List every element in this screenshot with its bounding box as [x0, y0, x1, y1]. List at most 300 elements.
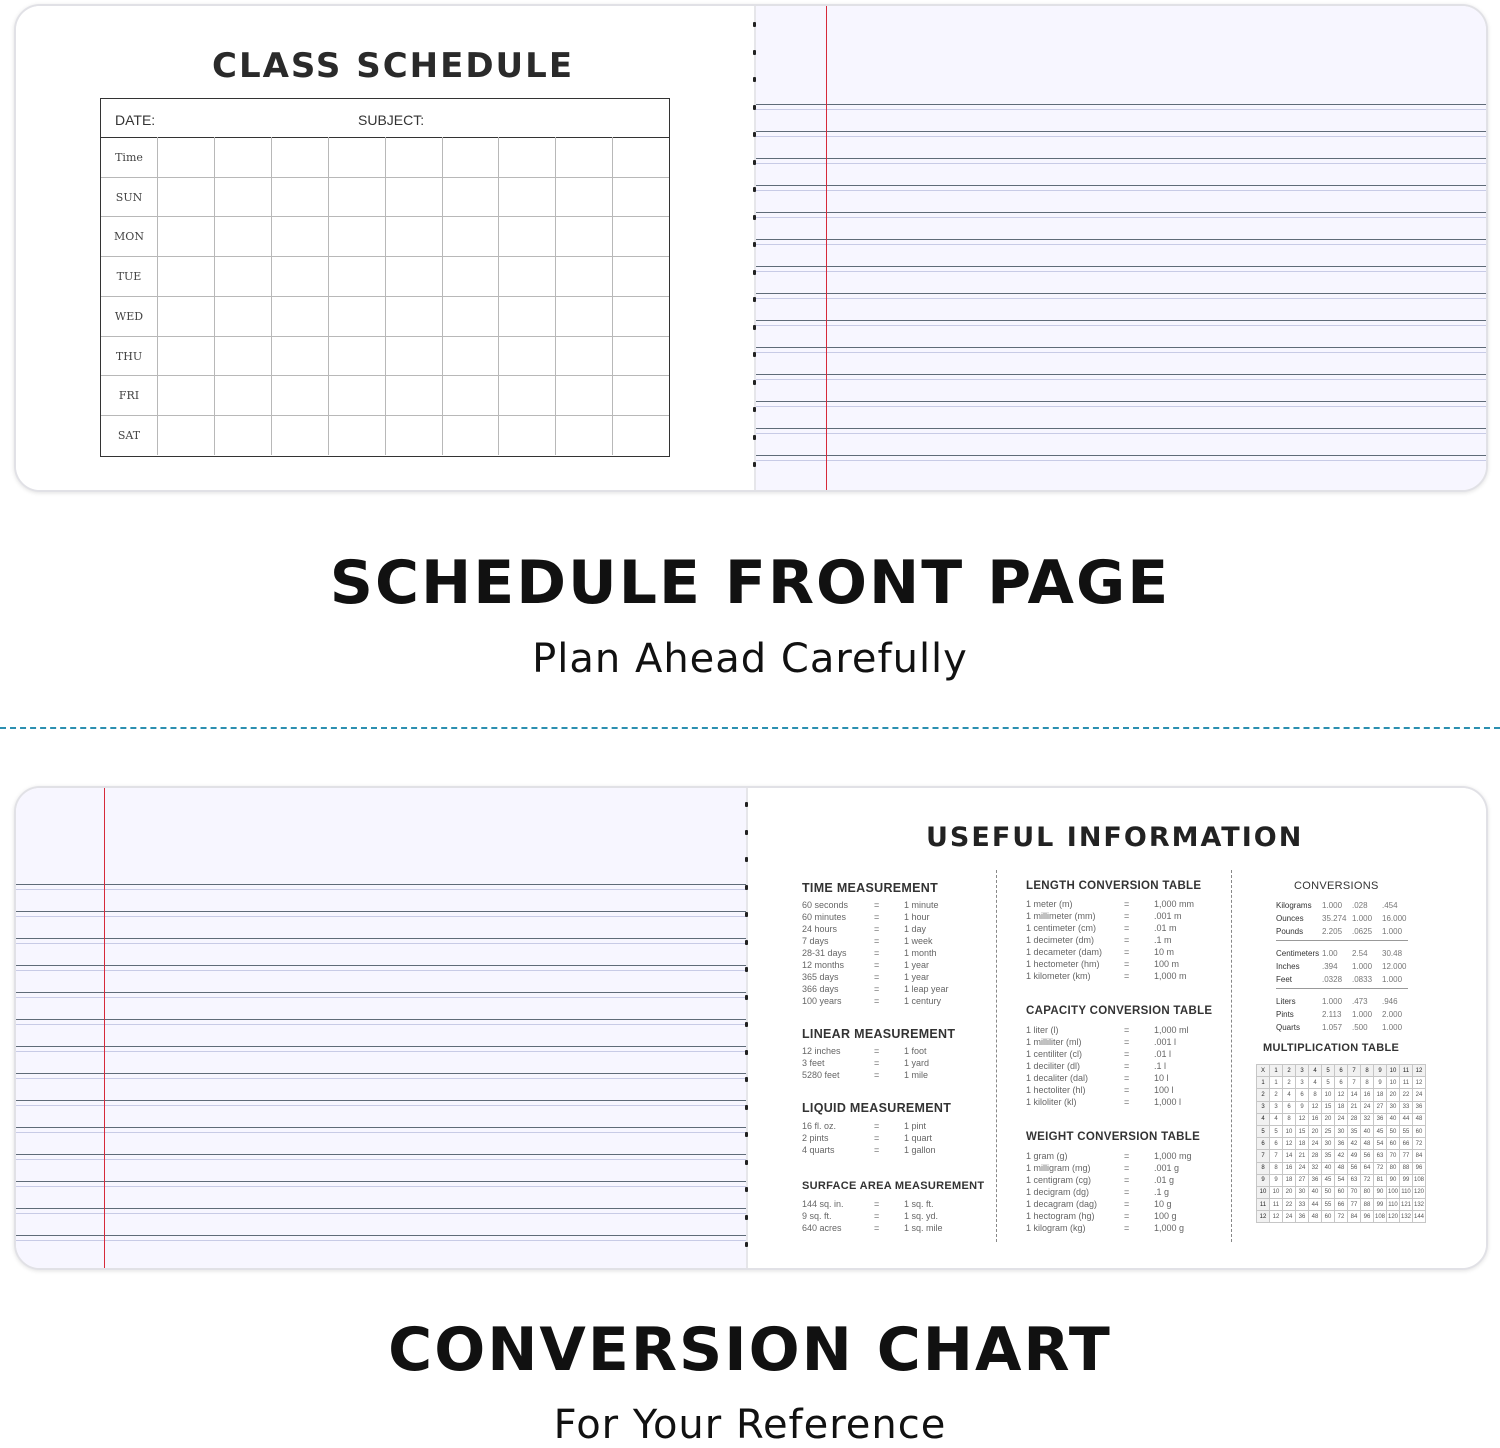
multiplication-cell: 16	[1309, 1113, 1322, 1125]
info-row	[1026, 970, 1194, 982]
info-cell: 1 week	[904, 936, 933, 946]
conversion-cell: .0833	[1352, 975, 1373, 984]
info-cell: 1 yard	[904, 1058, 930, 1068]
weight-conversion-title: WEIGHT CONVERSION TABLE	[1026, 1131, 1201, 1143]
info-cell: =	[874, 900, 880, 910]
info-row	[802, 923, 949, 935]
conversion-cell: 30.48	[1382, 949, 1403, 958]
ruled-line-shadow	[756, 433, 1486, 434]
info-cell: 640 acres	[802, 1223, 842, 1233]
info-cell: 10 g	[1154, 1199, 1172, 1209]
multiplication-cell: 5	[1322, 1077, 1335, 1089]
spiral-hole	[753, 435, 756, 440]
multiplication-cell: 6	[1257, 1138, 1270, 1150]
multiplication-cell: 56	[1348, 1162, 1361, 1174]
conversion-cell: 1.000	[1382, 1023, 1403, 1032]
conversion-cell: 16.000	[1382, 914, 1407, 923]
ruled-line-shadow	[16, 1105, 746, 1106]
conversion-row	[1276, 899, 1412, 912]
multiplication-cell: 10	[1387, 1077, 1400, 1089]
ruled-line-shadow	[16, 997, 746, 998]
info-cell: 12 months	[802, 960, 845, 970]
ruled-line-shadow	[16, 943, 746, 944]
spiral-hole	[753, 187, 756, 192]
schedule-table	[100, 98, 670, 457]
conversion-cell: Kilograms	[1276, 901, 1312, 910]
multiplication-cell: 48	[1335, 1162, 1348, 1174]
multiplication-cell: 24	[1296, 1162, 1309, 1174]
conversion-cell: 35.274	[1322, 914, 1347, 923]
info-cell: 4 quarts	[802, 1145, 835, 1155]
multiplication-cell: 11	[1400, 1065, 1413, 1077]
info-cell: .001 g	[1154, 1163, 1180, 1173]
info-cell: 1,000 m	[1154, 971, 1187, 981]
info-cell: 1 day	[904, 924, 927, 934]
multiplication-cell: 50	[1387, 1125, 1400, 1137]
info-cell: =	[1124, 947, 1130, 957]
info-cell: 1,000 mg	[1154, 1151, 1192, 1161]
grid-line	[271, 137, 272, 455]
multiplication-cell: 7	[1270, 1150, 1283, 1162]
info-row	[802, 935, 949, 947]
info-cell: 16 fl. oz.	[802, 1121, 837, 1131]
info-row	[802, 1132, 936, 1144]
multiplication-cell: 33	[1400, 1101, 1413, 1113]
spiral-hole	[745, 940, 748, 945]
multiplication-cell: 4	[1309, 1065, 1322, 1077]
multiplication-row	[1257, 1174, 1426, 1186]
multiplication-cell: 7	[1257, 1150, 1270, 1162]
multiplication-cell: 15	[1322, 1101, 1335, 1113]
spiral-hole	[745, 1022, 748, 1027]
day-label: SUN	[115, 190, 143, 204]
info-cell: 1,000 mm	[1154, 899, 1195, 909]
conversion-cell: 1.000	[1382, 975, 1403, 984]
day-label: THU	[115, 349, 143, 363]
multiplication-cell: 72	[1374, 1162, 1387, 1174]
multiplication-cell: 11	[1270, 1199, 1283, 1211]
spiral-hole	[745, 995, 748, 1000]
info-cell: 24 hours	[802, 924, 838, 934]
schedule-title: CLASS SCHEDULE	[212, 46, 575, 86]
info-row	[802, 899, 949, 911]
info-row	[1026, 1048, 1189, 1060]
day-label: FRI	[118, 389, 140, 403]
ruled-line-shadow	[16, 1186, 746, 1187]
time-measurement-rows	[802, 899, 949, 1007]
info-cell: =	[1124, 1061, 1130, 1071]
spiral-hole	[753, 270, 756, 275]
ruled-line	[756, 239, 1486, 240]
multiplication-cell: 56	[1361, 1150, 1374, 1162]
ruled-line-shadow	[756, 460, 1486, 461]
info-cell: =	[874, 1133, 880, 1143]
info-cell: 1 milliliter (ml)	[1026, 1037, 1082, 1047]
multiplication-row	[1257, 1150, 1426, 1162]
surface-area-title: SURFACE AREA MEASUREMENT	[802, 1180, 985, 1192]
info-cell: .1 m	[1154, 935, 1172, 945]
info-cell: 1,000 g	[1154, 1223, 1185, 1233]
multiplication-cell: 121	[1400, 1199, 1413, 1211]
multiplication-cell: 16	[1283, 1162, 1296, 1174]
multiplication-cell: 72	[1413, 1138, 1426, 1150]
multiplication-cell: 6	[1283, 1101, 1296, 1113]
info-cell: 28-31 days	[802, 948, 847, 958]
ruled-line-shadow	[756, 217, 1486, 218]
multiplication-cell: 80	[1361, 1186, 1374, 1198]
conversion-cell: .454	[1382, 901, 1398, 910]
multiplication-cell: 8	[1361, 1077, 1374, 1089]
info-cell: 144 sq. in.	[802, 1199, 844, 1209]
multiplication-cell: 7	[1348, 1065, 1361, 1077]
multiplication-cell: 36	[1413, 1101, 1426, 1113]
multiplication-cell: 99	[1400, 1174, 1413, 1186]
ruled-line-shadow	[16, 889, 746, 890]
ruled-line	[16, 1208, 746, 1209]
spiral-hole	[745, 1105, 748, 1110]
day-label: TUE	[116, 270, 142, 284]
info-row	[1026, 1096, 1189, 1108]
conversion-cell: 2.205	[1322, 927, 1343, 936]
multiplication-cell: 14	[1283, 1150, 1296, 1162]
grid-line	[385, 137, 386, 455]
ruled-line	[16, 1127, 746, 1128]
grid-line	[555, 137, 556, 455]
info-cell: =	[874, 1223, 880, 1233]
ruled-line	[16, 1073, 746, 1074]
info-row	[802, 1210, 943, 1222]
day-label: WED	[114, 309, 144, 323]
info-cell: 3 feet	[802, 1058, 825, 1068]
conversion-separator	[1276, 940, 1408, 941]
info-cell: 1 year	[904, 972, 930, 982]
multiplication-cell: 90	[1387, 1174, 1400, 1186]
ruled-line	[756, 293, 1486, 294]
multiplication-cell: 24	[1361, 1101, 1374, 1113]
top-ruled-page	[756, 6, 1486, 490]
spiral-hole	[753, 380, 756, 385]
multiplication-cell: 96	[1413, 1162, 1426, 1174]
ruled-line-shadow	[16, 1159, 746, 1160]
multiplication-cell: 60	[1413, 1125, 1426, 1137]
multiplication-row	[1257, 1138, 1426, 1150]
info-cell: 10 m	[1154, 947, 1175, 957]
multiplication-cell: 20	[1309, 1125, 1322, 1137]
info-cell: =	[874, 1211, 880, 1221]
multiplication-cell: 25	[1322, 1125, 1335, 1137]
liquid-measurement-rows	[802, 1120, 936, 1156]
multiplication-cell: 120	[1413, 1186, 1426, 1198]
grid-line	[498, 137, 499, 455]
multiplication-row	[1257, 1113, 1426, 1125]
multiplication-cell: 60	[1335, 1186, 1348, 1198]
info-cell: 1 century	[904, 996, 942, 1006]
info-cell: 1 gallon	[904, 1145, 936, 1155]
length-conversion-title: LENGTH CONVERSION TABLE	[1026, 880, 1202, 892]
spiral-hole	[745, 857, 748, 862]
info-cell: 1 hectoliter (hl)	[1026, 1085, 1086, 1095]
info-cell: 1,000 ml	[1154, 1025, 1189, 1035]
info-cell: 1 kilometer (km)	[1026, 971, 1091, 981]
multiplication-cell: 28	[1348, 1113, 1361, 1125]
spiral-hole	[753, 132, 756, 137]
conversion-cell: 2.113	[1322, 1010, 1342, 1019]
info-row	[802, 1120, 936, 1132]
info-cell: .01 m	[1154, 923, 1177, 933]
info-cell: =	[1124, 911, 1130, 921]
ruled-line	[756, 104, 1486, 105]
multiplication-cell: 99	[1374, 1199, 1387, 1211]
info-cell: 5280 feet	[802, 1070, 840, 1080]
multiplication-cell: 44	[1309, 1199, 1322, 1211]
ruled-line	[16, 1100, 746, 1101]
info-cell: 1 quart	[904, 1133, 933, 1143]
ruled-line	[16, 992, 746, 993]
grid-line	[328, 137, 329, 455]
multiplication-cell: 30	[1387, 1101, 1400, 1113]
info-cell: 1 milligram (mg)	[1026, 1163, 1091, 1173]
info-cell: 1 pint	[904, 1121, 927, 1131]
multiplication-cell: 42	[1335, 1150, 1348, 1162]
multiplication-cell: 66	[1400, 1138, 1413, 1150]
multiplication-row	[1257, 1186, 1426, 1198]
info-cell: 100 years	[802, 996, 842, 1006]
info-cell: =	[1124, 1223, 1130, 1233]
capacity-conversion-title: CAPACITY CONVERSION TABLE	[1026, 1005, 1213, 1017]
spiral-hole	[753, 407, 756, 412]
info-row	[1026, 922, 1194, 934]
conversion-cell: .946	[1382, 997, 1398, 1006]
useful-information-title: USEFUL INFORMATION	[926, 822, 1304, 853]
info-row	[802, 1057, 929, 1069]
multiplication-cell: 24	[1283, 1211, 1296, 1223]
multiplication-cell: 33	[1296, 1199, 1309, 1211]
multiplication-cell: 22	[1283, 1199, 1296, 1211]
multiplication-cell: 63	[1348, 1174, 1361, 1186]
multiplication-row	[1257, 1199, 1426, 1211]
multiplication-cell: 12	[1335, 1089, 1348, 1101]
conversion-cell: Centimeters	[1276, 949, 1320, 958]
multiplication-row	[1257, 1089, 1426, 1101]
info-cell: 1 kiloliter (kl)	[1026, 1097, 1077, 1107]
multiplication-cell: 1	[1270, 1065, 1283, 1077]
spiral-hole	[745, 1160, 748, 1165]
info-cell: =	[874, 1046, 880, 1056]
multiplication-cell: 132	[1400, 1211, 1413, 1223]
ruled-line-shadow	[756, 271, 1486, 272]
day-label: MON	[114, 230, 144, 244]
multiplication-cell: 60	[1387, 1138, 1400, 1150]
multiplication-cell: 12	[1283, 1138, 1296, 1150]
spiral-hole	[753, 462, 756, 467]
multiplication-cell: 77	[1400, 1150, 1413, 1162]
weight-conversion-rows	[1026, 1150, 1192, 1234]
info-cell: =	[1124, 1151, 1130, 1161]
multiplication-cell: 60	[1322, 1211, 1335, 1223]
multiplication-cell: 8	[1309, 1089, 1322, 1101]
ruled-line	[16, 1019, 746, 1020]
conversion-cell: 1.000	[1352, 914, 1373, 923]
day-label: Time	[115, 151, 143, 164]
info-cell: =	[1124, 1175, 1130, 1185]
multiplication-cell: 40	[1361, 1125, 1374, 1137]
multiplication-cell: 3	[1296, 1077, 1309, 1089]
info-cell: 1 mile	[904, 1070, 929, 1080]
conversion-cell: .500	[1352, 1023, 1368, 1032]
conversion-group	[1276, 995, 1412, 1034]
spiral-hole	[745, 885, 748, 890]
multiplication-cell: 45	[1374, 1125, 1387, 1137]
ruled-line	[16, 965, 746, 966]
info-cell: 1 sq. ft.	[904, 1199, 934, 1209]
multiplication-cell: 81	[1374, 1174, 1387, 1186]
info-row	[802, 911, 949, 923]
spiral-hole	[745, 1242, 748, 1247]
info-cell: =	[874, 936, 880, 946]
spiral-hole	[745, 1050, 748, 1055]
ruled-line-shadow	[16, 1078, 746, 1079]
conversion-cell: 1.000	[1352, 962, 1373, 971]
info-row	[802, 971, 949, 983]
conversion-row	[1276, 960, 1412, 973]
conversion-cell: Feet	[1276, 975, 1293, 984]
multiplication-cell: 4	[1270, 1113, 1283, 1125]
info-cell: =	[1124, 1097, 1130, 1107]
multiplication-cell: 10	[1387, 1065, 1400, 1077]
info-cell: =	[874, 1199, 880, 1209]
conversion-cell: Pints	[1276, 1010, 1294, 1019]
ruled-line-shadow	[756, 109, 1486, 110]
conversion-cell: 1.00	[1322, 949, 1338, 958]
multiplication-cell: 55	[1400, 1125, 1413, 1137]
grid-line	[157, 137, 158, 455]
subject-label: SUBJECT:	[358, 112, 425, 128]
spiral-hole	[753, 77, 756, 82]
ruled-line	[756, 212, 1486, 213]
multiplication-cell: 54	[1374, 1138, 1387, 1150]
ruled-line	[756, 428, 1486, 429]
info-row	[1026, 1198, 1192, 1210]
info-cell: 1 meter (m)	[1026, 899, 1073, 909]
multiplication-cell: 88	[1361, 1199, 1374, 1211]
info-cell: =	[874, 984, 880, 994]
info-cell: =	[874, 972, 880, 982]
multiplication-cell: 108	[1413, 1174, 1426, 1186]
info-cell: 100 m	[1154, 959, 1180, 969]
info-row	[802, 1045, 929, 1057]
ruled-line-shadow	[756, 244, 1486, 245]
ruled-line	[756, 347, 1486, 348]
info-row	[1026, 958, 1194, 970]
info-cell: =	[874, 960, 880, 970]
info-cell: 1 leap year	[904, 984, 949, 994]
info-row	[1026, 1210, 1192, 1222]
multiplication-cell: 12	[1270, 1211, 1283, 1223]
multiplication-cell: 8	[1361, 1065, 1374, 1077]
conversion-cell: Ounces	[1276, 914, 1304, 923]
info-cell: =	[1124, 1049, 1130, 1059]
multiplication-cell: 110	[1400, 1186, 1413, 1198]
multiplication-cell: 70	[1348, 1186, 1361, 1198]
multiplication-row	[1257, 1162, 1426, 1174]
multiplication-cell: 96	[1361, 1211, 1374, 1223]
info-cell: 1 millimeter (mm)	[1026, 911, 1096, 921]
spiral-hole	[745, 802, 748, 807]
conversion-cell: 12.000	[1382, 962, 1407, 971]
multiplication-cell: 3	[1257, 1101, 1270, 1113]
multiplication-cell: 32	[1309, 1162, 1322, 1174]
conversion-cell: Pounds	[1276, 927, 1304, 936]
conversion-cell: 2.54	[1352, 949, 1368, 958]
conversion-row	[1276, 1021, 1412, 1034]
multiplication-cell: 36	[1374, 1113, 1387, 1125]
info-cell: .01 l	[1154, 1049, 1172, 1059]
info-row	[1026, 934, 1194, 946]
spiral-hole	[753, 242, 756, 247]
info-cell: 1 decigram (dg)	[1026, 1187, 1090, 1197]
spiral-hole	[745, 912, 748, 917]
info-cell: 1 minute	[904, 900, 939, 910]
multiplication-cell: 6	[1335, 1077, 1348, 1089]
info-cell: 1 centiliter (cl)	[1026, 1049, 1083, 1059]
liquid-measurement-title: LIQUID MEASUREMENT	[802, 1101, 952, 1115]
multiplication-cell: 72	[1361, 1174, 1374, 1186]
info-cell: =	[1124, 971, 1130, 981]
multiplication-cell: 5	[1322, 1065, 1335, 1077]
multiplication-cell: 12	[1296, 1113, 1309, 1125]
multiplication-cell: 9	[1374, 1077, 1387, 1089]
ruled-line-shadow	[16, 916, 746, 917]
ruled-line-shadow	[16, 970, 746, 971]
ruled-line	[16, 1154, 746, 1155]
conversion-cell: .028	[1352, 901, 1368, 910]
multiplication-cell: 6	[1270, 1138, 1283, 1150]
ruled-line-shadow	[16, 1240, 746, 1241]
info-row	[1026, 1186, 1192, 1198]
info-cell: .1 l	[1154, 1061, 1167, 1071]
multiplication-cell: 144	[1413, 1211, 1426, 1223]
dashed-divider	[0, 727, 1500, 729]
info-cell: 1 foot	[904, 1046, 927, 1056]
multiplication-cell: 108	[1374, 1211, 1387, 1223]
multiplication-cell: 4	[1257, 1113, 1270, 1125]
info-row	[1026, 1072, 1189, 1084]
multiplication-cell: 5	[1257, 1125, 1270, 1137]
multiplication-cell: 48	[1361, 1138, 1374, 1150]
info-cell: =	[874, 1058, 880, 1068]
multiplication-cell: 10	[1257, 1186, 1270, 1198]
info-cell: 1 deciliter (dl)	[1026, 1061, 1081, 1071]
info-cell: 1 decimeter (dm)	[1026, 935, 1095, 945]
info-row	[1026, 1060, 1189, 1072]
info-cell: =	[1124, 1163, 1130, 1173]
info-row	[1026, 946, 1194, 958]
section2-title: CONVERSION CHART	[388, 1315, 1112, 1385]
multiplication-cell: 24	[1413, 1089, 1426, 1101]
multiplication-row	[1257, 1065, 1426, 1077]
multiplication-cell: 24	[1309, 1138, 1322, 1150]
info-cell: 1 centimeter (cm)	[1026, 923, 1097, 933]
info-cell: =	[1124, 899, 1130, 909]
multiplication-cell: 44	[1400, 1113, 1413, 1125]
info-cell: .01 g	[1154, 1175, 1175, 1185]
info-cell: 1 month	[904, 948, 937, 958]
multiplication-cell: 30	[1322, 1138, 1335, 1150]
info-cell: 100 g	[1154, 1211, 1177, 1221]
multiplication-cell: 14	[1348, 1089, 1361, 1101]
ruled-line-shadow	[756, 163, 1486, 164]
multiplication-cell: 5	[1270, 1125, 1283, 1137]
